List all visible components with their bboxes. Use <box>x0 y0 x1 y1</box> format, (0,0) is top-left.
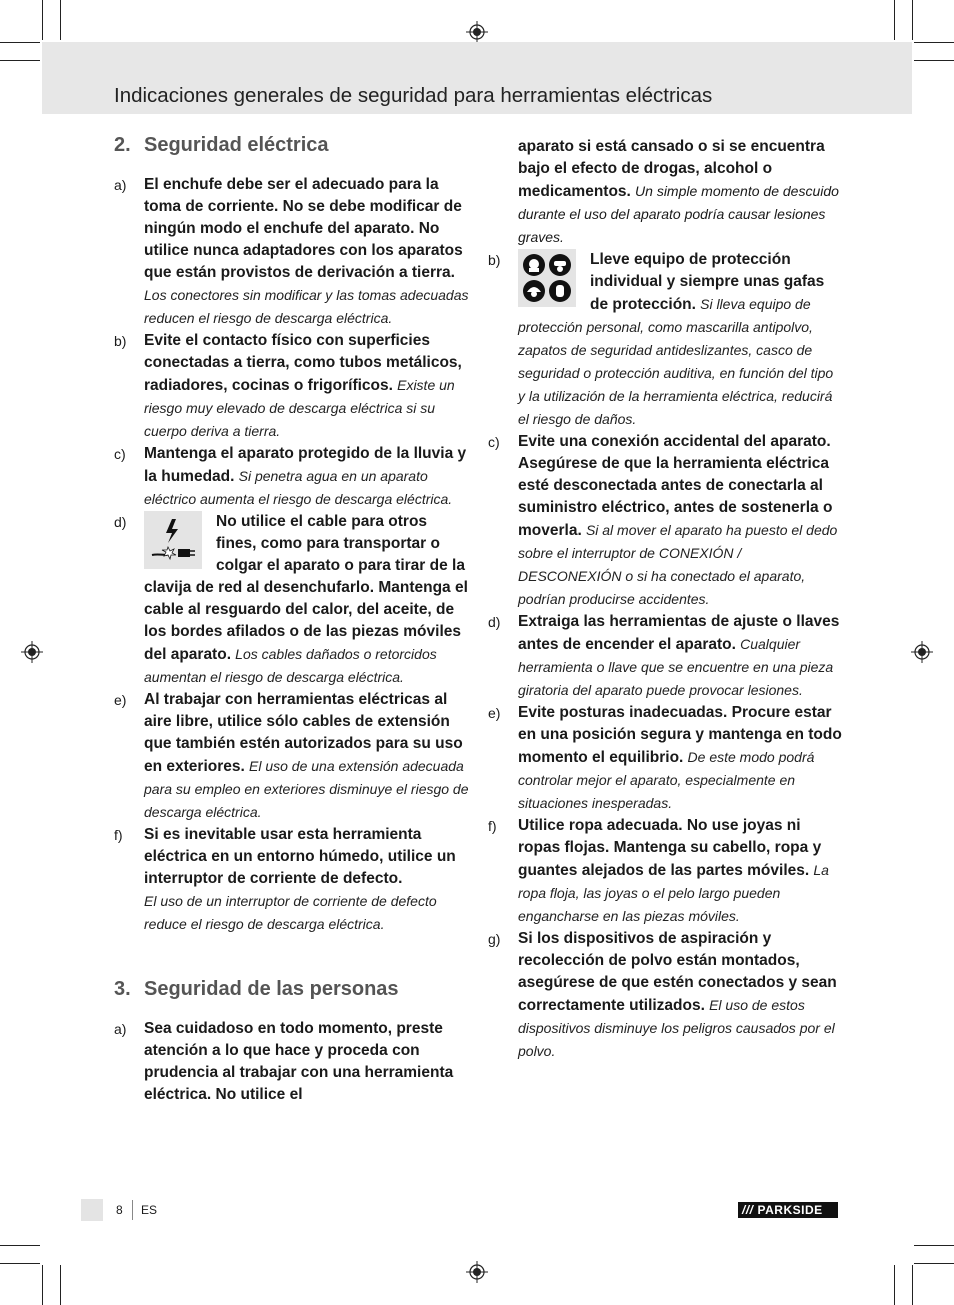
item-italic-text: Los cables dañados o retorcidos aumentan el riesgo de descarga eléctrica. <box>144 646 437 685</box>
item-italic-text: Existe un riesgo muy elevado de descarga eléctrica si su cuerpo deriva a tierra. <box>144 377 455 439</box>
page-number: 8 <box>116 1203 123 1217</box>
crop-mark <box>60 0 61 40</box>
list-item <box>488 431 844 611</box>
crop-mark <box>60 1265 61 1305</box>
item-bold-text: Si es inevitable usar esta herramienta eléctrica en un entorno húmedo, utilice un interruptor de corriente de defecto. <box>144 826 456 887</box>
crop-mark <box>0 42 40 43</box>
item-italic-text: Si lleva equipo de protección personal, como mascarilla antipolvo, zapatos de seguridad antideslizantes, casco de seguridad o protección auditiva, en función del tipo y la utilización de la herramienta eléctrica, reducirá el riesgo de daños. <box>518 296 834 427</box>
list-item <box>114 1018 470 1106</box>
item-bold-text: El enchufe debe ser el adecuado para la toma de corriente. No se debe modificar de ningún modo el enchufe del aparato. No utilice nunca adaptadores con los aparatos que están provistos de derivación a tierra. <box>144 176 463 281</box>
item-label: f) <box>488 818 497 834</box>
cable-hazard-icon <box>144 511 202 569</box>
item-bold-text: Extraiga las herramientas de ajuste o llaves antes de encender el aparato. <box>518 613 840 653</box>
item-bold-text: aparato si está cansado o si se encuentra bajo el efecto de drogas, alcohol o medicamentos. <box>518 138 825 200</box>
section-title: Seguridad eléctrica <box>144 134 329 156</box>
crop-mark <box>914 1263 954 1264</box>
protective-equipment-icon <box>518 249 576 307</box>
crop-mark <box>914 42 954 43</box>
footer-tab-marker <box>81 1199 103 1221</box>
language-code: ES <box>141 1203 158 1217</box>
list-item <box>114 689 470 824</box>
section-number: 2. <box>114 134 131 156</box>
item-bold-text: Sea cuidadoso en todo momento, preste atención a lo que hace y proceda con prudencia al trabajar con una herramienta eléctrica. No utilice el <box>144 1020 454 1103</box>
item-bold-text: Mantenga el aparato protegido de la lluvia y la humedad. <box>144 445 467 485</box>
crop-mark <box>0 1245 40 1246</box>
list-item <box>114 824 470 936</box>
item-label: c) <box>488 434 500 450</box>
left-column <box>114 130 470 1106</box>
item-italic-text: Un simple momento de descuido durante el uso del aparato podría causar lesiones graves. <box>518 183 839 245</box>
list-item <box>488 702 844 815</box>
crop-mark <box>42 1265 43 1305</box>
crop-mark <box>894 1265 895 1305</box>
list-item <box>114 330 470 443</box>
item-label: d) <box>488 614 501 630</box>
registration-mark-icon <box>911 641 933 663</box>
item-italic-text: El uso de una extensión adecuada para su empleo en exteriores disminuye el riesgo de descarga eléctrica. <box>144 758 469 820</box>
item-label: b) <box>488 252 501 268</box>
section-number: 3. <box>114 978 131 1000</box>
item-italic-text: De este modo podrá controlar mejor el aparato, especialmente en situaciones inesperadas. <box>518 749 815 811</box>
item-bold-text: Lleve equipo de protección individual y siempre unas gafas de protección. <box>590 251 825 313</box>
section-heading <box>114 974 470 1004</box>
item-italic-text: La ropa floja, las joyas o el pelo largo pueden engancharse en las piezas móviles. <box>518 862 829 924</box>
item-italic-text: El uso de estos dispositivos disminuye los peligros causados por el polvo. <box>518 997 835 1059</box>
registration-mark-icon <box>21 641 43 663</box>
item-italic-text: Los conectores sin modificar y las tomas adecuadas reducen el riesgo de descarga eléctrica. <box>144 287 469 326</box>
item-label: d) <box>114 514 127 530</box>
item-bold-text: Evite el contacto físico con superficies conectadas a tierra, como tubos metálicos, radiadores, cocinas o frigoríficos. <box>144 332 462 394</box>
item-bold-text: No utilice el cable para otros fines, como para transportar o colgar el aparato o para tirar de la clavija de red al desenchufarlo. Mantenga el cable al resguardo del calor, del aceite, de los bordes afilados o de las piezas móviles del aparato. <box>144 513 468 663</box>
item-italic-text: Si al mover el aparato ha puesto el dedo sobre el interruptor de CONEXIÓN / DESCONEXIÓN o si ha conectado el aparato, podrían producirse accidentes. <box>518 522 838 607</box>
crop-mark <box>0 1263 40 1264</box>
crop-mark <box>912 0 913 40</box>
list-item <box>114 511 470 689</box>
registration-mark-icon <box>466 21 488 43</box>
list-item <box>488 815 844 928</box>
section-heading <box>114 130 470 160</box>
item-label: a) <box>114 177 127 193</box>
crop-mark <box>0 60 40 61</box>
page-title: Indicaciones generales de seguridad para herramientas eléctricas <box>114 84 713 107</box>
crop-mark <box>42 0 43 40</box>
item-bold-text: Si los dispositivos de aspiración y recolección de polvo están montados, asegúrese de que estén conectados y sean correctamente utilizados. <box>518 930 837 1014</box>
item-label: c) <box>114 446 126 462</box>
brand-mark: /// <box>742 1203 754 1217</box>
item-label: g) <box>488 931 501 947</box>
item-label: a) <box>114 1021 127 1037</box>
crop-mark <box>914 1245 954 1246</box>
list-item <box>488 611 844 702</box>
list-item <box>488 249 844 431</box>
item-bold-text: Evite una conexión accidental del aparato. Asegúrese de que la herramienta eléctrica esté desconectada antes de conectarla al suministro eléctrico, antes de sostenerla o moverla. <box>518 433 833 539</box>
item-bold-text: Utilice ropa adecuada. No use joyas ni ropas flojas. Mantenga su cabello, ropa y guantes alejados de las partes móviles. <box>518 817 822 879</box>
section-title: Seguridad de las personas <box>144 978 399 1000</box>
crop-mark <box>912 1265 913 1305</box>
item-label: b) <box>114 333 127 349</box>
crop-mark <box>894 0 895 40</box>
item-bold-text: Evite posturas inadecuadas. Procure estar en una posición segura y mantenga en todo momento el equilibrio. <box>518 704 842 766</box>
item-italic-text: Cualquier herramienta o llave que se encuentre en una pieza giratoria del aparato puede provocar lesiones. <box>518 636 834 698</box>
item-italic-text: El uso de un interruptor de corriente de defecto reduce el riesgo de descarga eléctrica. <box>144 893 437 932</box>
list-item <box>114 443 470 511</box>
brand-logo <box>738 1202 838 1218</box>
crop-mark <box>914 60 954 61</box>
item-label: e) <box>488 705 501 721</box>
right-column <box>488 136 844 1063</box>
list-item <box>114 174 470 330</box>
item-label: e) <box>114 692 127 708</box>
list-item-continuation <box>488 136 844 249</box>
registration-mark-icon <box>466 1261 488 1283</box>
item-label: f) <box>114 827 123 843</box>
item-italic-text: Si penetra agua en un aparato eléctrico aumenta el riesgo de descarga eléctrica. <box>144 468 453 507</box>
list-item <box>488 928 844 1063</box>
footer-divider <box>132 1200 133 1220</box>
item-bold-text: Al trabajar con herramientas eléctricas al aire libre, utilice sólo cables de extensión que también estén autorizados para su uso en exteriores. <box>144 691 463 775</box>
brand-name: PARKSIDE <box>757 1203 823 1217</box>
